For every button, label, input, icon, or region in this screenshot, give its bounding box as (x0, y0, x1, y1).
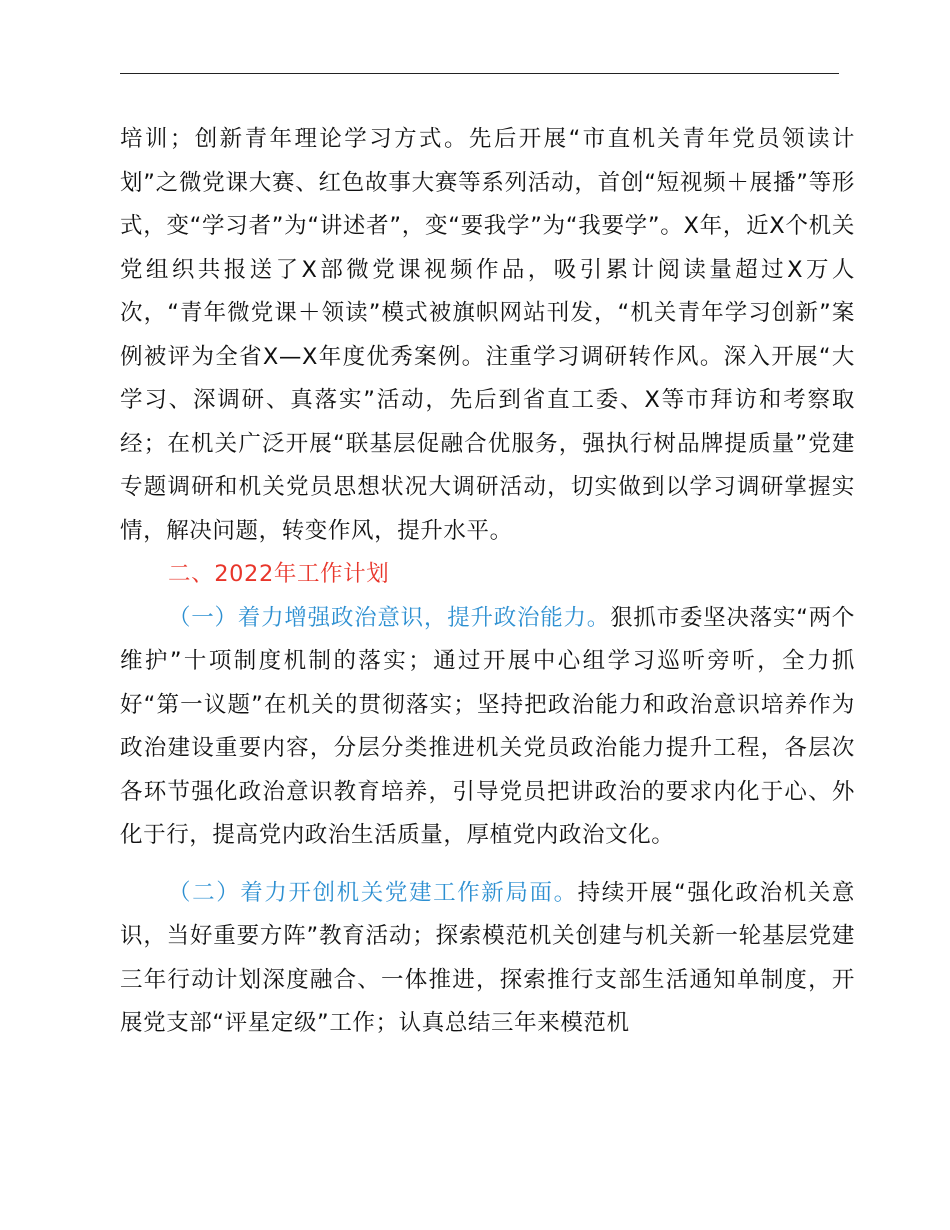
header-rule (120, 73, 839, 74)
paragraph-item-2 (120, 872, 855, 1046)
document-body (120, 118, 855, 1046)
item-2-body: 持续开展“强化政治机关意识，当好重要方阵”教育活动；探索模范机关创建与机关新一轮基层党建三年行动计划深度融合、一体推进，探索推行支部生活通知单制度，开展党支部“评星定级”工作；认真总结三年来模范机 (120, 879, 856, 1036)
paragraph-study-innovation: 培训；创新青年理论学习方式。先后开展“市直机关青年党员领读计划”之微党课大赛、红色故事大赛等系列活动，首创“短视频＋展播”等形式，变“学习者”为“讲述者”，变“要我学”为“我要学”。X年，近X个机关党组织共报送了X部微党课视频作品，吸引累计阅读量超过X万人次，“青年微党课＋领读”模式被旗帜网站刊发，“机关青年学习创新”案例被评为全省X—X年度优秀案例。注重学习调研转作风。深入开展“大学习、深调研、真落实”活动，先后到省直工委、X等市拜访和考察取经；在机关广泛开展“联基层促融合优服务，强执行树品牌提质量”党建专题调研和机关党员思想状况大调研活动，切实做到以学习调研掌握实情，解决问题，转变作风，提升水平。 (120, 126, 855, 544)
item-2-heading: （二）着力开创机关党建工作新局面。 (168, 879, 578, 906)
section-heading-2022-plan: 二、2022年工作计划 (168, 561, 390, 587)
paragraph-item-1 (120, 597, 855, 858)
item-1-body: 狠抓市委坚决落实“两个维护”十项制度机制的落实；通过开展中心组学习巡听旁听，全力抓好“第一议题”在机关的贯彻落实；坚持把政治能力和政治意识培养作为政治建设重要内容，分层分类推进机关党员政治能力提升工程，各层次各环节强化政治意识教育培养，引导党员把讲政治的要求内化于心、外化于行，提高党内政治生活质量，厚植党内政治文化。 (120, 604, 856, 848)
item-1-heading: （一）着力增强政治意识，提升政治能力。 (168, 604, 611, 631)
